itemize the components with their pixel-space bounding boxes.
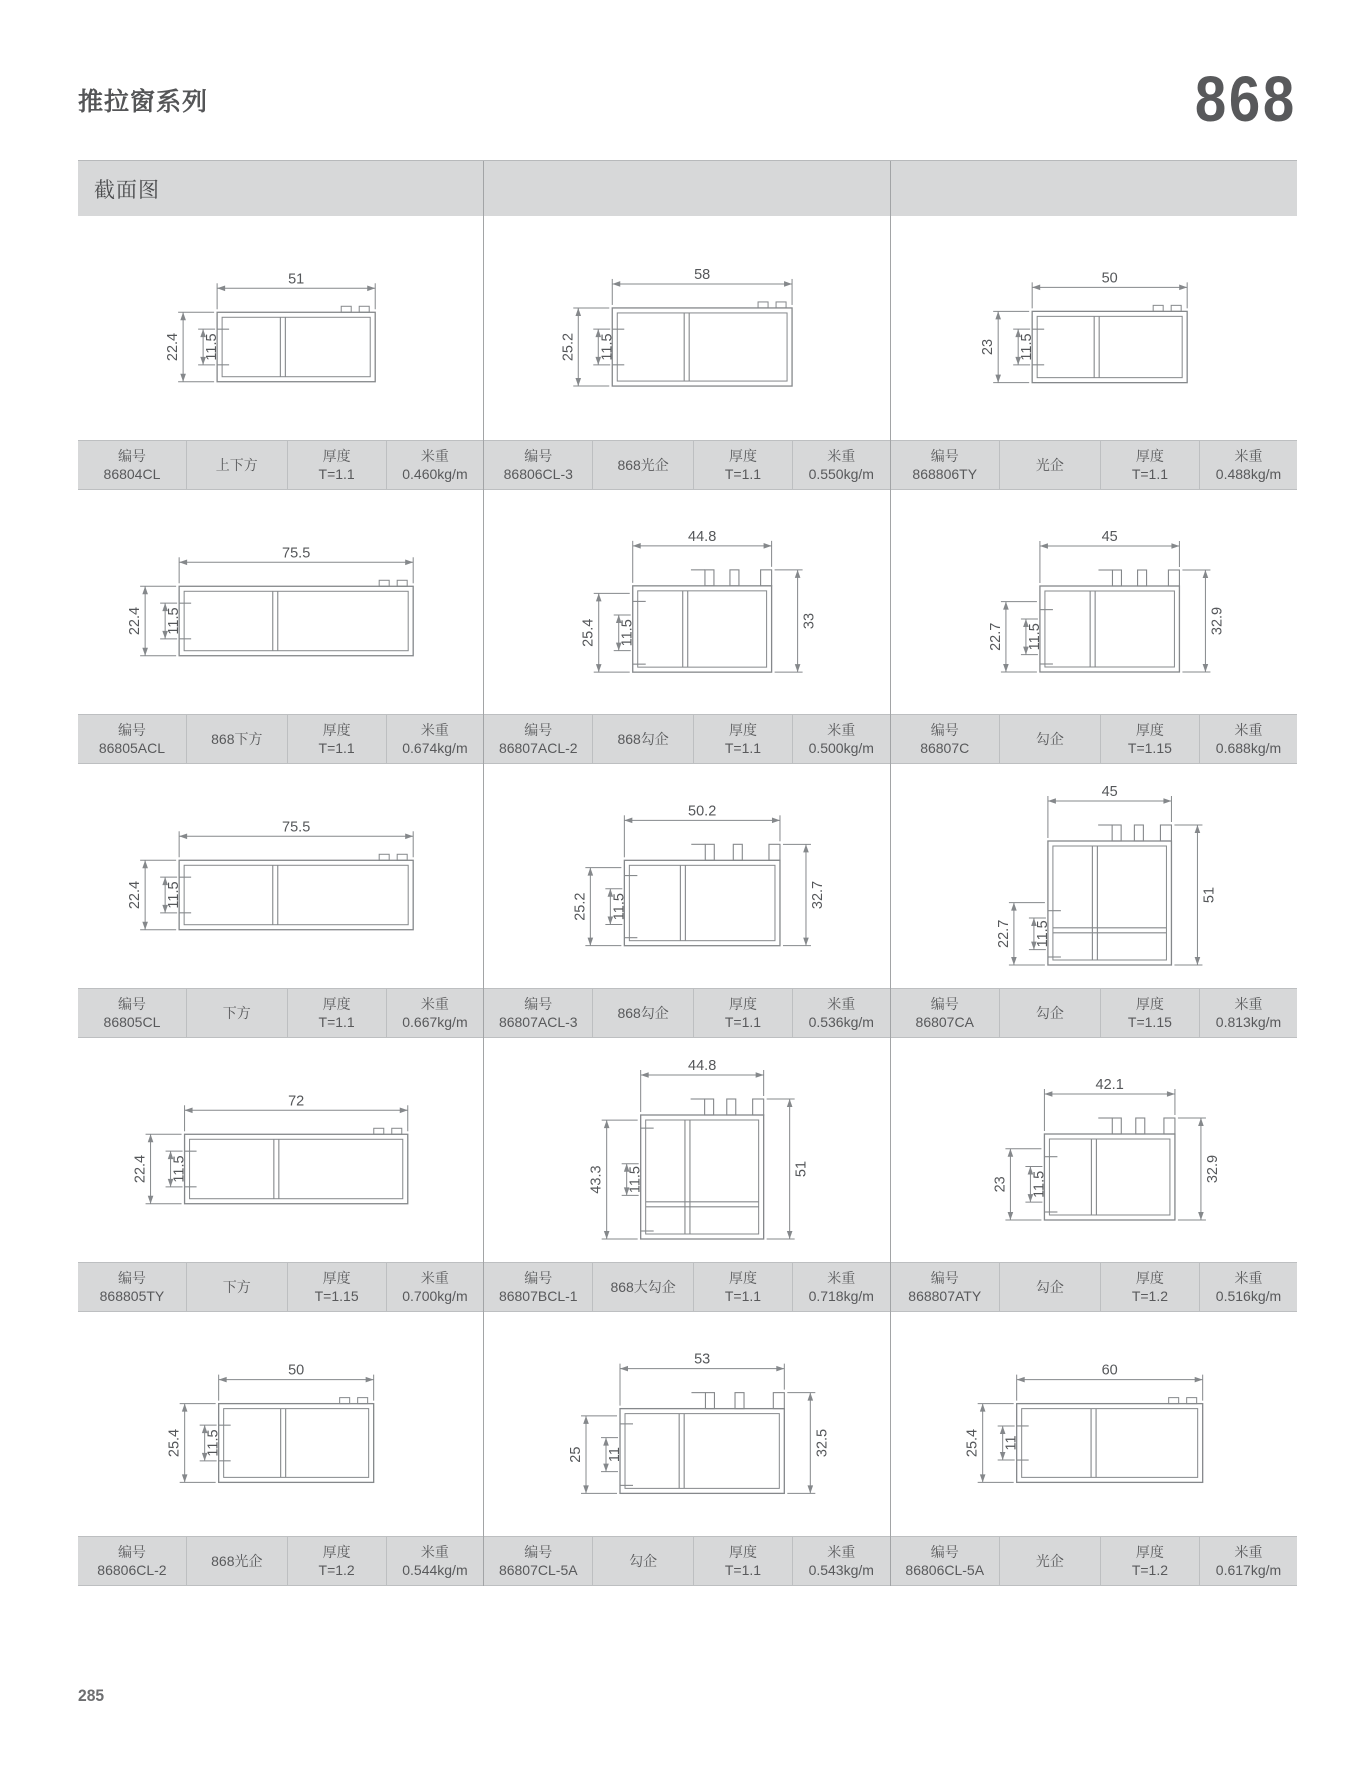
- profile-thickness: T=1.1: [318, 1014, 355, 1030]
- dimension-label: 11.5: [171, 1155, 188, 1183]
- table-header-row: [78, 161, 1297, 216]
- profile-weight: 0.813kg/m: [1215, 1014, 1282, 1030]
- profile-weight: 0.536kg/m: [808, 1014, 874, 1030]
- thickness-label: 厚度: [1135, 1543, 1164, 1560]
- dimension-label: 22.7: [995, 919, 1012, 948]
- profile-cross-section-drawing: [484, 1312, 889, 1536]
- profile-code-cell: [484, 441, 593, 489]
- profile-drawing-area: [484, 490, 889, 714]
- profile-weight-cell: [793, 441, 890, 489]
- profile-thickness-cell: [694, 989, 793, 1037]
- profile-thickness: T=1.1: [724, 740, 762, 756]
- profile-cross-section-drawing: [78, 216, 483, 440]
- profile-cross-section-drawing: [78, 1038, 483, 1262]
- profile-name-cell: [593, 441, 694, 489]
- profile-cross-section-drawing: [891, 1312, 1297, 1536]
- thickness-label: 厚度: [1135, 447, 1164, 464]
- profile-code-cell: [78, 715, 187, 763]
- page-number: 285: [78, 1686, 105, 1705]
- dimension-label: 11.5: [1034, 920, 1051, 948]
- profile-info-row: [78, 714, 483, 764]
- profile-cross-section-drawing: [484, 1038, 889, 1262]
- profile-thickness-cell: [288, 1537, 387, 1585]
- section-header-label: 截面图: [94, 178, 160, 202]
- profile-weight-cell: [387, 989, 484, 1037]
- profile-cross-section-drawing: [891, 490, 1297, 714]
- thickness-label: 厚度: [728, 1543, 757, 1560]
- profile-name-cell: [187, 715, 288, 763]
- profile-name-cell: [187, 441, 288, 489]
- profile-cross-section-drawing: [78, 490, 483, 714]
- profile-weight-cell: [387, 715, 484, 763]
- profile-weight: 0.544kg/m: [402, 1562, 468, 1578]
- profile-weight: 0.488kg/m: [1215, 466, 1282, 482]
- code-label: 编号: [524, 721, 553, 738]
- weight-label: 米重: [420, 1543, 449, 1560]
- dimension-label: 25: [568, 1446, 585, 1463]
- dimension-label: 75.5: [282, 545, 311, 562]
- profile-weight: 0.617kg/m: [1215, 1562, 1282, 1578]
- profile-drawing-area: [484, 1038, 889, 1262]
- profile-cell: [484, 764, 890, 1038]
- dimension-label: 11.5: [620, 619, 637, 647]
- dimension-label: 22.7: [987, 622, 1004, 651]
- code-label: 编号: [524, 995, 553, 1012]
- profile-name-cell: [1000, 1537, 1101, 1585]
- profile-thickness: T=1.1: [724, 1288, 762, 1304]
- profile-name-cell: [593, 989, 694, 1037]
- profile-thickness-cell: [694, 1263, 793, 1311]
- profile-weight-cell: [793, 989, 890, 1037]
- profile-cell: [891, 1038, 1297, 1312]
- profile-weight-cell: [793, 1537, 890, 1585]
- profile-thickness-cell: [288, 1263, 387, 1311]
- profile-thickness-cell: [694, 1537, 793, 1585]
- profile-name: 下方: [222, 1004, 251, 1021]
- dimension-label: 22.4: [132, 1154, 149, 1184]
- dimension-label: 50: [1101, 270, 1118, 287]
- profile-code-cell: [891, 989, 1000, 1037]
- dimension-label: 42.1: [1095, 1077, 1124, 1094]
- dimension-label: 11.5: [166, 881, 183, 909]
- profile-weight-cell: [387, 441, 484, 489]
- dimension-label: 22.4: [165, 332, 182, 362]
- profile-weight: 0.667kg/m: [402, 1014, 468, 1030]
- profile-drawing-area: [891, 490, 1297, 714]
- dimension-label: 44.8: [688, 528, 717, 545]
- profile-name: 868下方: [211, 730, 263, 747]
- profile-thickness-cell: [694, 715, 793, 763]
- dimension-label: 23: [979, 338, 996, 356]
- code-label: 编号: [930, 1269, 959, 1286]
- profile-drawing-area: [891, 764, 1297, 988]
- profile-code-cell: [484, 989, 593, 1037]
- profile-code: 86805ACL: [98, 740, 166, 756]
- profile-code: 86806CL-2: [97, 1562, 167, 1578]
- profile-cross-section-drawing: [484, 490, 889, 714]
- weight-label: 米重: [827, 995, 856, 1012]
- code-label: 编号: [117, 721, 146, 738]
- profile-code: 868805TY: [99, 1288, 165, 1304]
- profile-cell: [78, 764, 484, 1038]
- profile-info-row: [891, 714, 1297, 764]
- code-label: 编号: [930, 995, 959, 1012]
- profile-name: 上下方: [215, 456, 258, 473]
- profile-cell: [78, 490, 484, 764]
- profile-code: 868807ATY: [908, 1288, 982, 1304]
- profile-thickness: T=1.1: [724, 1562, 762, 1578]
- profile-weight-cell: [1200, 989, 1297, 1037]
- profile-weight: 0.718kg/m: [808, 1288, 874, 1304]
- thickness-label: 厚度: [1135, 1269, 1164, 1286]
- code-label: 编号: [117, 1543, 146, 1560]
- profile-drawing-area: [78, 1312, 483, 1536]
- profile-thickness: T=1.2: [1131, 1288, 1169, 1304]
- dimension-label: 22.4: [127, 880, 144, 910]
- weight-label: 米重: [1234, 995, 1263, 1012]
- code-label: 编号: [524, 1543, 553, 1560]
- weight-label: 米重: [420, 447, 449, 464]
- profile-code-cell: [891, 1263, 1000, 1311]
- weight-label: 米重: [827, 447, 856, 464]
- dimension-label: 25.4: [964, 1428, 981, 1458]
- profile-info-row: [484, 988, 889, 1038]
- profile-thickness-cell: [288, 441, 387, 489]
- dimension-label: 32.9: [1204, 1154, 1221, 1184]
- profile-drawing-area: [78, 490, 483, 714]
- profile-weight-cell: [1200, 1263, 1297, 1311]
- profile-weight: 0.500kg/m: [808, 740, 874, 756]
- dimension-label: 45: [1101, 529, 1118, 546]
- profile-code: 86807C: [920, 740, 970, 756]
- profile-code: 868806TY: [912, 466, 978, 482]
- profile-name-cell: [1000, 441, 1101, 489]
- profile-code-cell: [78, 441, 187, 489]
- profile-name-cell: [593, 1537, 694, 1585]
- weight-label: 米重: [1234, 721, 1263, 738]
- profile-drawing-area: [78, 764, 483, 988]
- profile-thickness-cell: [1101, 989, 1200, 1037]
- profile-name: 光企: [1035, 456, 1064, 473]
- profile-code-cell: [484, 715, 593, 763]
- profile-name: 勾企: [1035, 730, 1064, 747]
- profile-thickness: T=1.1: [318, 466, 355, 482]
- dimension-label: 50: [288, 1362, 305, 1379]
- profile-weight: 0.550kg/m: [808, 466, 874, 482]
- profile-code-cell: [78, 1537, 187, 1585]
- profile-thickness-cell: [1101, 1263, 1200, 1311]
- profile-code-cell: [78, 989, 187, 1037]
- dimension-label: 32.9: [1209, 606, 1226, 636]
- profile-code-cell: [891, 715, 1000, 763]
- dimension-label: 50.2: [688, 803, 717, 820]
- profile-code-cell: [484, 1537, 593, 1585]
- dimension-label: 72: [288, 1093, 305, 1110]
- profile-thickness: T=1.2: [318, 1562, 355, 1578]
- profile-drawing-area: [484, 216, 889, 440]
- weight-label: 米重: [1234, 1269, 1263, 1286]
- profile-cell: [891, 216, 1297, 490]
- profile-weight: 0.460kg/m: [402, 466, 468, 482]
- profile-cell: [484, 216, 890, 490]
- profile-weight-cell: [793, 1263, 890, 1311]
- profile-code-cell: [484, 1263, 593, 1311]
- dimension-label: 51: [793, 1160, 810, 1178]
- dimension-label: 58: [694, 266, 711, 283]
- profile-name: 868勾企: [617, 1004, 669, 1021]
- profile-name-cell: [1000, 989, 1101, 1037]
- profile-thickness: T=1.1: [1131, 466, 1169, 482]
- dimension-label: 11: [1003, 1435, 1020, 1451]
- dimension-label: 11: [607, 1447, 624, 1463]
- dimension-label: 11.5: [166, 607, 183, 635]
- profile-cross-section-drawing: [891, 764, 1297, 988]
- thickness-label: 厚度: [728, 447, 757, 464]
- dimension-label: 11.5: [204, 333, 221, 361]
- table-header-col2: [484, 161, 890, 216]
- profile-cross-section-drawing: [78, 1312, 483, 1536]
- weight-label: 米重: [1234, 447, 1263, 464]
- weight-label: 米重: [827, 721, 856, 738]
- profile-weight-cell: [1200, 441, 1297, 489]
- dimension-label: 11.5: [1031, 1170, 1048, 1198]
- thickness-label: 厚度: [322, 995, 351, 1012]
- dimension-label: 11.5: [599, 333, 616, 361]
- profile-weight-cell: [387, 1263, 484, 1311]
- profile-thickness-cell: [288, 715, 387, 763]
- profile-thickness: T=1.1: [724, 466, 762, 482]
- dimension-label: 11.5: [1026, 623, 1043, 651]
- series-number: 868: [1195, 63, 1297, 135]
- profile-weight-cell: [1200, 715, 1297, 763]
- dimension-label: 11.5: [611, 893, 628, 921]
- profile-cross-section-drawing: [484, 764, 889, 988]
- profile-weight: 0.543kg/m: [808, 1562, 874, 1578]
- profile-weight-cell: [387, 1537, 484, 1585]
- thickness-label: 厚度: [322, 447, 351, 464]
- profile-cell: [78, 1038, 484, 1312]
- weight-label: 米重: [827, 1269, 856, 1286]
- profile-name-cell: [1000, 1263, 1101, 1311]
- dimension-label: 43.3: [589, 1165, 606, 1194]
- weight-label: 米重: [827, 1543, 856, 1560]
- profile-thickness-cell: [1101, 1537, 1200, 1585]
- profile-name: 868光企: [211, 1552, 263, 1569]
- profile-info-row: [78, 988, 483, 1038]
- profile-info-row: [484, 714, 889, 764]
- profile-thickness: T=1.15: [314, 1288, 359, 1304]
- dimension-label: 51: [288, 271, 305, 288]
- profile-weight: 0.700kg/m: [402, 1288, 468, 1304]
- profile-cross-section-drawing: [891, 216, 1297, 440]
- profile-name: 勾企: [1035, 1278, 1064, 1295]
- profile-name-cell: [1000, 715, 1101, 763]
- profile-weight: 0.674kg/m: [402, 740, 468, 756]
- profile-name: 光企: [1035, 1552, 1064, 1569]
- dimension-label: 45: [1101, 784, 1118, 800]
- dimension-label: 25.4: [581, 618, 598, 647]
- profile-cell: [78, 1312, 484, 1586]
- profile-info-row: [891, 1536, 1297, 1586]
- profile-drawing-area: [484, 764, 889, 988]
- profile-code-cell: [78, 1263, 187, 1311]
- profile-info-row: [78, 1536, 483, 1586]
- profile-code: 86804CL: [103, 466, 161, 482]
- weight-label: 米重: [420, 995, 449, 1012]
- profile-info-row: [891, 1262, 1297, 1312]
- table-header-col3: [891, 161, 1297, 216]
- code-label: 编号: [117, 447, 146, 464]
- profile-code: 86806CL-5A: [905, 1562, 985, 1578]
- profile-code: 86805CL: [103, 1014, 161, 1030]
- profile-cell: [484, 1038, 890, 1312]
- profile-cross-section-drawing: [484, 216, 889, 440]
- profile-thickness-cell: [288, 989, 387, 1037]
- profile-code: 86807CA: [915, 1014, 974, 1030]
- profile-cell: [78, 216, 484, 490]
- dimension-label: 75.5: [282, 819, 311, 836]
- profile-info-row: [484, 440, 889, 490]
- profile-cell: [891, 1312, 1297, 1586]
- weight-label: 米重: [420, 721, 449, 738]
- code-label: 编号: [930, 447, 959, 464]
- dimension-label: 11.5: [1018, 333, 1035, 361]
- profile-name: 868大勾企: [610, 1278, 676, 1295]
- profile-info-row: [484, 1262, 889, 1312]
- profile-info-row: [78, 1262, 483, 1312]
- profile-name: 勾企: [629, 1552, 658, 1569]
- profile-drawing-area: [891, 1038, 1297, 1262]
- profile-code: 86806CL-3: [503, 466, 573, 482]
- profile-cross-section-drawing: [891, 1038, 1297, 1262]
- profile-info-row: [891, 988, 1297, 1038]
- profile-info-row: [484, 1536, 889, 1586]
- code-label: 编号: [930, 721, 959, 738]
- code-label: 编号: [930, 1543, 959, 1560]
- page-title: 推拉窗系列: [78, 88, 209, 116]
- profile-thickness-cell: [1101, 441, 1200, 489]
- profile-drawing-area: [891, 1312, 1297, 1536]
- profile-code-cell: [891, 441, 1000, 489]
- thickness-label: 厚度: [322, 721, 351, 738]
- profile-thickness-cell: [1101, 715, 1200, 763]
- profile-weight-cell: [793, 715, 890, 763]
- profile-thickness: T=1.15: [1127, 740, 1172, 756]
- dimension-label: 23: [992, 1176, 1009, 1193]
- profile-thickness: T=1.2: [1131, 1562, 1169, 1578]
- profile-name: 868光企: [617, 456, 669, 473]
- weight-label: 米重: [1234, 1543, 1263, 1560]
- profile-cross-section-drawing: [78, 764, 483, 988]
- profile-cell: [484, 490, 890, 764]
- profile-cell: [484, 1312, 890, 1586]
- thickness-label: 厚度: [728, 1269, 757, 1286]
- profile-weight: 0.516kg/m: [1215, 1288, 1282, 1304]
- profile-info-row: [78, 440, 483, 490]
- thickness-label: 厚度: [1135, 721, 1164, 738]
- thickness-label: 厚度: [322, 1269, 351, 1286]
- dimension-label: 11.5: [628, 1165, 645, 1194]
- table-header-col1: [78, 161, 484, 216]
- code-label: 编号: [524, 447, 553, 464]
- profile-thickness: T=1.15: [1127, 1014, 1172, 1030]
- profile-drawing-area: [78, 1038, 483, 1262]
- profile-name: 下方: [222, 1278, 251, 1295]
- profile-name-cell: [187, 989, 288, 1037]
- weight-label: 米重: [420, 1269, 449, 1286]
- profile-thickness: T=1.1: [318, 740, 355, 756]
- profile-weight-cell: [1200, 1537, 1297, 1585]
- profile-thickness: T=1.1: [724, 1014, 762, 1030]
- dimension-label: 32.5: [814, 1428, 831, 1458]
- profile-code: 86807BCL-1: [498, 1288, 578, 1304]
- dimension-label: 53: [694, 1351, 711, 1368]
- thickness-label: 厚度: [728, 721, 757, 738]
- dimension-label: 25.2: [572, 892, 589, 921]
- profile-weight: 0.688kg/m: [1215, 740, 1282, 756]
- profile-name-cell: [187, 1263, 288, 1311]
- profile-drawing-area: [484, 1312, 889, 1536]
- dimension-label: 11.5: [205, 1429, 222, 1457]
- profile-name-cell: [593, 1263, 694, 1311]
- thickness-label: 厚度: [1135, 995, 1164, 1012]
- dimension-label: 25.4: [166, 1428, 183, 1458]
- profile-thickness-cell: [694, 441, 793, 489]
- dimension-label: 44.8: [688, 1058, 717, 1074]
- profile-info-row: [891, 440, 1297, 490]
- profile-catalog-table: [78, 160, 1297, 1586]
- profile-code: 86807CL-5A: [498, 1562, 578, 1578]
- profile-name: 868勾企: [617, 730, 669, 747]
- dimension-label: 60: [1101, 1362, 1118, 1379]
- profile-drawing-area: [78, 216, 483, 440]
- code-label: 编号: [524, 1269, 553, 1286]
- profile-name-cell: [187, 1537, 288, 1585]
- profile-cells-grid: [78, 216, 1297, 1586]
- thickness-label: 厚度: [728, 995, 757, 1012]
- dimension-label: 32.7: [810, 880, 827, 910]
- dimension-label: 22.4: [127, 606, 144, 636]
- dimension-label: 51: [1201, 886, 1218, 904]
- dimension-label: 33: [801, 612, 818, 630]
- profile-cell: [891, 764, 1297, 1038]
- profile-code-cell: [891, 1537, 1000, 1585]
- code-label: 编号: [117, 1269, 146, 1286]
- profile-drawing-area: [891, 216, 1297, 440]
- profile-name-cell: [593, 715, 694, 763]
- profile-code: 86807ACL-2: [498, 740, 578, 756]
- profile-code: 86807ACL-3: [498, 1014, 578, 1030]
- dimension-label: 25.2: [560, 332, 577, 362]
- profile-cell: [891, 490, 1297, 764]
- thickness-label: 厚度: [322, 1543, 351, 1560]
- profile-name: 勾企: [1035, 1004, 1064, 1021]
- code-label: 编号: [117, 995, 146, 1012]
